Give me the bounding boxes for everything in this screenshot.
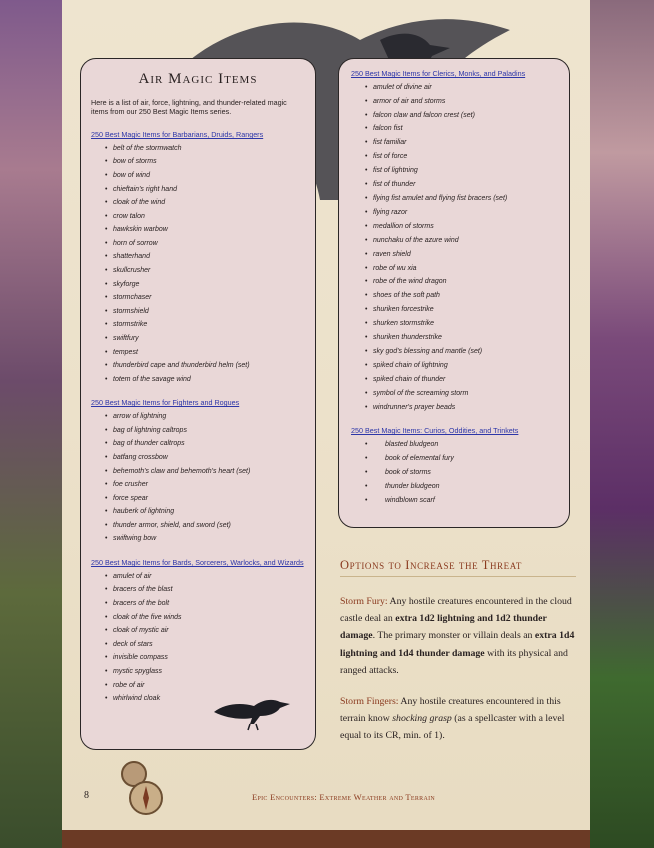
list-item: • invisible compass [105, 651, 305, 665]
list-item: • bag of lightning caltrops [105, 424, 305, 438]
list-item: • fist familiar [365, 136, 557, 150]
list-item: • flying fist amulet and flying fist bracers (set) [365, 192, 557, 206]
body-text: (as a spellcaster with a level equal to its CR, min. of 1). [340, 713, 565, 742]
list-item: • chieftain's right hand [105, 183, 305, 197]
item-list-clerics [351, 81, 557, 415]
list-item: • amulet of air [105, 570, 305, 584]
list-item: • stormstrike [105, 318, 305, 332]
damage-text: extra 1d2 lightning and 1d2 thunder damage [340, 613, 547, 642]
list-item: • hauberk of lightning [105, 505, 305, 519]
list-item: • cloak of mystic air [105, 624, 305, 638]
list-item: • stormchaser [105, 291, 305, 305]
list-item: • bracers of the blast [105, 583, 305, 597]
list-item: • raven shield [365, 248, 557, 262]
damage-text: extra 1d4 lightning and 1d4 thunder damage [340, 630, 575, 659]
list-item: • shuriken forcestrike [365, 303, 557, 317]
list-item: • medallion of storms [365, 220, 557, 234]
list-item: • windrunner's prayer beads [365, 401, 557, 415]
list-item: • symbol of the screaming storm [365, 387, 557, 401]
list-item: • armor of air and storms [365, 95, 557, 109]
raven-icon [210, 690, 294, 732]
link-barbarians-druids-rangers[interactable]: 250 Best Magic Items for Barbarians, Druids, Rangers [91, 130, 264, 139]
item-list-fighters [91, 410, 305, 546]
list-item: • robe of air [105, 679, 305, 693]
list-item: • bow of storms [105, 155, 305, 169]
list-item: • skullcrusher [105, 264, 305, 278]
box-title: Air Magic Items [138, 71, 258, 87]
list-item: • stormshield [105, 305, 305, 319]
list-item: • windblown scarf [365, 494, 557, 508]
options-heading: Options to Increase the Threat [340, 558, 576, 577]
storm-fingers-label: Storm Fingers: [340, 696, 399, 708]
list-item: • blasted bludgeon [365, 438, 557, 452]
page-number: 8 [84, 790, 89, 801]
list-item: • cloak of the wind [105, 196, 305, 210]
list-item: • book of storms [365, 466, 557, 480]
compass-icon [112, 760, 172, 820]
list-item: • swiftfury [105, 332, 305, 346]
threat-options-section [340, 558, 576, 759]
background-art-right [590, 0, 654, 848]
list-item: • thunder bludgeon [365, 480, 557, 494]
list-item: • belt of the stormwatch [105, 142, 305, 156]
air-magic-items-box [80, 58, 316, 750]
list-item: • nunchaku of the azure wind [365, 234, 557, 248]
bottom-border [62, 830, 590, 848]
list-item: • fist of thunder [365, 178, 557, 192]
list-item: • skyforge [105, 278, 305, 292]
link-curios-oddities-trinkets[interactable]: 250 Best Magic Items: Curios, Oddities, and Trinkets [351, 426, 519, 436]
intro-text: Here is a list of air, force, lightning, and thunder-related magic items from our 250 Best Magic Items series. [91, 98, 287, 116]
list-item: • batfang crossbow [105, 451, 305, 465]
list-item: • fist of force [365, 150, 557, 164]
list-item: • crow talon [105, 210, 305, 224]
list-item: • behemoth's claw and behemoth's heart (set) [105, 465, 305, 479]
body-text: . The primary monster or villain deals an [372, 630, 535, 642]
list-item: • bag of thunder caltrops [105, 437, 305, 451]
list-item: • foe crusher [105, 478, 305, 492]
list-item: • sky god's blessing and mantle (set) [365, 345, 557, 359]
list-item: • falcon claw and falcon crest (set) [365, 109, 557, 123]
list-item: • thunderbird cape and thunderbird helm (set) [105, 359, 305, 373]
spell-name: shocking grasp [392, 713, 452, 725]
list-item: • cloak of the five winds [105, 611, 305, 625]
list-item: • swiftwing bow [105, 532, 305, 546]
list-item: • book of elemental fury [365, 452, 557, 466]
storm-fury-label: Storm Fury: [340, 596, 388, 607]
list-item: • falcon fist [365, 122, 557, 136]
list-item: • shuriken thunderstrike [365, 331, 557, 345]
list-item: • bow of wind [105, 169, 305, 183]
list-item: • tempest [105, 346, 305, 360]
list-item: • amulet of divine air [365, 81, 557, 95]
list-item: • arrow of lightning [105, 410, 305, 424]
list-item: • force spear [105, 492, 305, 506]
list-item: • robe of the wind dragon [365, 275, 557, 289]
list-item: • whirlwind cloak [105, 692, 305, 706]
list-item: • shoes of the soft path [365, 289, 557, 303]
clerics-monks-box [338, 58, 570, 528]
list-item: • flying razor [365, 206, 557, 220]
list-item: • shurken stormstrike [365, 317, 557, 331]
list-item: • bracers of the bolt [105, 597, 305, 611]
list-item: • fist of lightning [365, 164, 557, 178]
list-item: • horn of sorrow [105, 237, 305, 251]
item-list-bards [91, 570, 305, 706]
body-text: Any hostile creatures encountered in the cloud castle deal an [340, 596, 572, 625]
storm-fingers-paragraph [340, 693, 576, 745]
body-text: Any hostile creatures encountered in this terrain know [340, 696, 561, 725]
link-fighters-rogues[interactable]: 250 Best Magic Items for Fighters and Rogues [91, 398, 240, 408]
link-clerics-monks-paladins[interactable]: 250 Best Magic Items for Clerics, Monks, and Paladins [351, 69, 526, 78]
list-item: • hawkskin warbow [105, 223, 305, 237]
list-item: • deck of stars [105, 638, 305, 652]
list-item: • spiked chain of thunder [365, 373, 557, 387]
background-art-left [0, 0, 62, 848]
list-item: • totem of the savage wind [105, 373, 305, 387]
list-item: • mystic spyglass [105, 665, 305, 679]
item-list-curios [351, 438, 557, 508]
link-bards-sorcerers-warlocks-wizards[interactable]: 250 Best Magic Items for Bards, Sorcerers, Warlocks, and Wizards [91, 558, 304, 568]
list-item: • robe of wu xia [365, 262, 557, 276]
body-text: with its physical and ranged attacks. [340, 647, 568, 676]
list-item: • spiked chain of lightning [365, 359, 557, 373]
list-item: • shatterhand [105, 250, 305, 264]
storm-fury-paragraph [340, 593, 576, 679]
item-list-barbarians [91, 142, 305, 387]
list-item: • thunder armor, shield, and sword (set) [105, 519, 305, 533]
footer-title: Epic Encounters: Extreme Weather and Terrain [252, 792, 436, 802]
